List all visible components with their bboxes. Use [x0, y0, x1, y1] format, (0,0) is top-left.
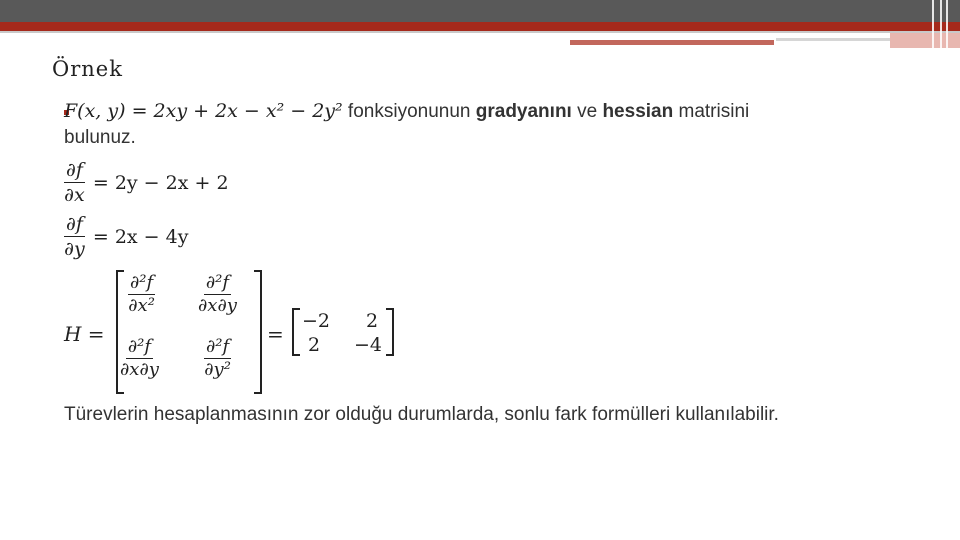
matrix-value: −4	[354, 334, 383, 356]
left-bracket	[292, 308, 300, 356]
problem-statement	[64, 100, 749, 123]
fraction-denominator: ∂x²	[128, 295, 155, 316]
header-stripe	[940, 0, 942, 48]
function-definition: F(x, y) = 2xy + 2x − x² − 2y²	[64, 100, 343, 122]
header-stripe	[932, 0, 934, 48]
hessian-label: H =	[64, 322, 105, 346]
header-accent-pink	[890, 33, 960, 48]
hessian-matrix	[64, 270, 424, 394]
statement-bold-gradient: gradyanını	[475, 101, 572, 122]
right-bracket	[386, 308, 394, 356]
fraction	[64, 158, 85, 207]
fraction-denominator: ∂x	[64, 184, 85, 206]
header-accent-red	[570, 40, 774, 45]
right-bracket	[254, 270, 262, 394]
fraction	[64, 212, 85, 261]
header-accent-gray	[776, 38, 890, 41]
statement-text: fonksiyonunun	[342, 101, 476, 122]
hessian-cell	[120, 336, 159, 381]
equals-sign: =	[267, 322, 284, 346]
fraction-numerator: ∂²f	[127, 336, 152, 357]
fraction-numerator: ∂²f	[205, 272, 230, 293]
fraction-denominator: ∂y	[64, 238, 85, 260]
statement-text: ve	[571, 101, 603, 122]
fraction-numerator: ∂²f	[206, 336, 230, 357]
header-bar-red	[0, 22, 960, 31]
statement-bold-hessian: hessian	[602, 101, 674, 122]
fraction-denominator: ∂y²	[204, 359, 231, 380]
derivative-result: = 2y − 2x + 2	[92, 171, 229, 194]
partial-derivative-y	[64, 212, 188, 261]
partial-derivative-x	[64, 158, 229, 207]
matrix-value: 2	[308, 334, 321, 356]
fraction-denominator: ∂x∂y	[198, 295, 237, 316]
matrix-value: −2	[302, 310, 331, 332]
header-divider	[0, 31, 960, 33]
fraction-denominator: ∂x∂y	[120, 359, 159, 380]
hessian-cell	[198, 272, 237, 317]
fraction-numerator: ∂f	[66, 213, 83, 235]
note-text: Türevlerin hesaplanmasının zor olduğu durumlarda, sonlu fark formülleri kullanılabilir.	[64, 404, 779, 425]
header-stripe	[946, 0, 948, 48]
matrix-value: 2	[366, 310, 379, 332]
fraction-numerator: ∂²f	[130, 272, 154, 293]
header-bar-dark	[0, 0, 960, 22]
hessian-cell	[204, 336, 231, 381]
slide-title: Örnek	[52, 57, 123, 81]
statement-text: matrisini	[673, 101, 750, 122]
statement-line-2: bulunuz.	[64, 127, 136, 148]
derivative-result: = 2x − 4y	[92, 225, 189, 248]
fraction-numerator: ∂f	[66, 159, 83, 181]
hessian-cell	[128, 272, 155, 317]
